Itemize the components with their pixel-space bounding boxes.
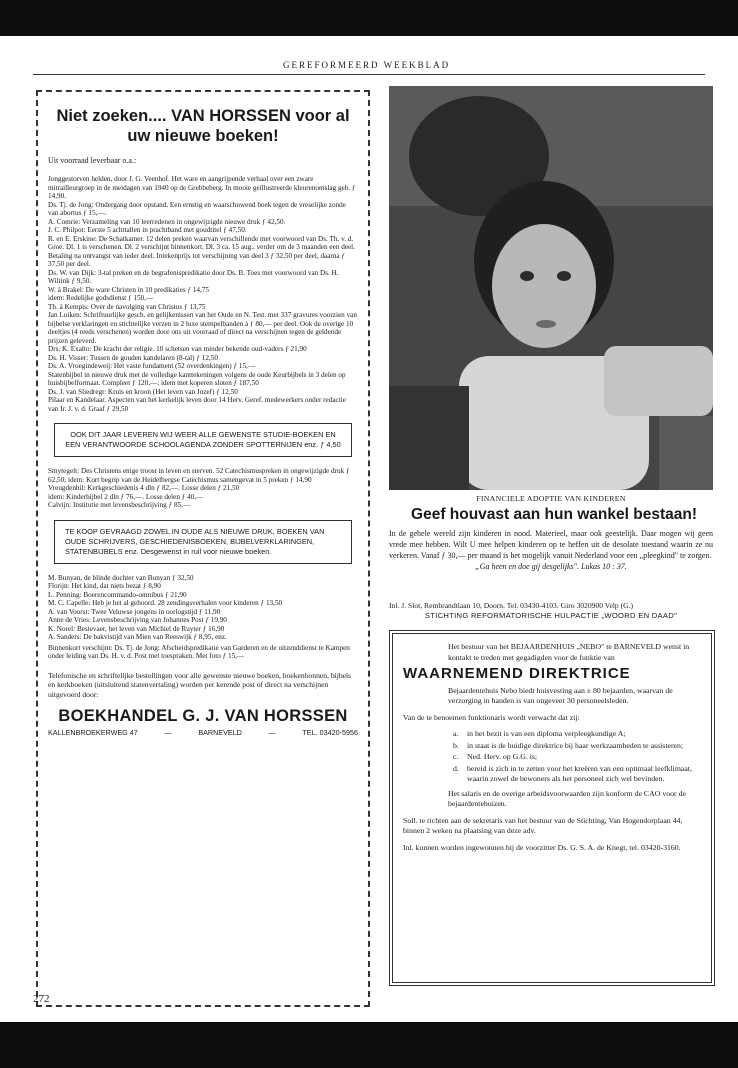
address-city: BARNEVELD bbox=[198, 728, 242, 737]
upcoming-release: Binnenkort verschijnt: Ds. Tj. de Jong: Afscheidspredikatie van Garderen en de uitzenddienst te Kampen onder leiding van Ds. H. v. d. Post met toespraken. Met foto ƒ 15,— bbox=[48, 643, 350, 660]
list-item: Ds. W. van Dijk: 3-tal preken en de begrafenispredikatie door Ds. B. Toes met voorwoord van Ds. H. Wiltink ƒ 9,50. bbox=[48, 268, 339, 285]
adoption-contact bbox=[389, 601, 713, 621]
list-text: in staat is de huidige direktrice bij haar werkzaamheden te assisteren; bbox=[467, 740, 684, 750]
application-text: Soll. te richten aan de sekretaris van het bestuur van de Stichting, Van Hogendorplaan 44, binnen 2 weken na plaatsing van deze adv. bbox=[403, 815, 683, 835]
list-item: Ds. A. Vroegindeweij: Het vaste fundament (52 overdenkingen) ƒ 15,— bbox=[48, 362, 256, 370]
list-item: J. C. Philpot: Eerste 5 achttallen in prachtband met goudtitel ƒ 47,50. bbox=[48, 226, 247, 234]
job-title: WAARNEMEND DIREKTRICE bbox=[403, 665, 631, 682]
bookshop-advertisement bbox=[36, 90, 370, 1007]
list-item: Jan Luiken: Schriftuurlijke gesch. en gelijkenissen van het Oude en N. Test. met 337 gravures voorzien van bijbelse verklaringen en stichtelijke verzen in 2 luxe stempelbanden à ƒ 80,— per deel. Ook de overige 10 deeltjes (4 reeds verschenen) worden door ons uit voorraad of direct na verschijnen tegen de geldende prijzen geleverd. bbox=[48, 311, 357, 345]
list-item: Vreugdenhil: Kerkgeschiedenis 4 dln ƒ 82,—. Losse delen ƒ 21,50 bbox=[48, 484, 240, 492]
book-list bbox=[48, 175, 358, 413]
list-item bbox=[453, 741, 701, 752]
list-item: M. Bunyan, de blinde dochter van Bunyan ƒ 32,50 bbox=[48, 573, 194, 582]
ordering-info: Telefonische en schriftelijke bestellingen voor alle gewenste nieuwe boeken, boekenbonnen, bijbels en kerkboeken (uitsluitend statenvertaling) worden per kerende post of direct na verschijnen uitgevoerd door: bbox=[48, 670, 352, 699]
list-item: Calvijn: Institutie met levensbeschrijving ƒ 85,— bbox=[48, 501, 191, 509]
list-letter: b. bbox=[453, 740, 459, 750]
list-item: A. Comrie: Verzameling van 10 leerredenen in ongewijzigde nieuwe druk ƒ 42,50. bbox=[48, 217, 286, 226]
scan-bottom-bar bbox=[0, 1022, 738, 1068]
list-text: Ned. Herv. op G.G. is; bbox=[467, 752, 538, 761]
header-rule bbox=[33, 74, 705, 75]
job-description: Bejaardentehuis Nebo biedt huisvesting aan ± 80 bejaarden, waarvan de verzorging in handen is van ongeveer 30 personeelsleden. bbox=[448, 685, 673, 705]
wanted-books-box: TE KOOP GEVRAAGD ZOWEL IN OUDE ALS NIEUWE DRUK, BOEKEN VAN OUDE SCHRIJVERS, GESCHIEDENISBOEKEN, BIJBELVERKLARINGEN, STATENBIJBELS enz. Desgewenst in ruil voor nieuwe boeken. bbox=[54, 520, 352, 564]
list-text: in het bezit is van een diploma verpleegkundige A; bbox=[467, 729, 626, 738]
photo-caption: FINANCIELE ADOPTIE VAN KINDEREN bbox=[476, 494, 626, 503]
list-letter: d. bbox=[453, 763, 459, 773]
list-item: Statenbijbel in nieuwe druk met de volledige kanttekeningen volgens de oude Keurbijbels in 3 delen op huisbijbelformaat. Compleet ƒ 120,—; idem met koperen sloten ƒ 187,50 bbox=[48, 370, 346, 387]
list-item: Th. à Kempis: Over de navolging van Christus ƒ 13,75 bbox=[48, 302, 206, 311]
book-list-3 bbox=[48, 574, 358, 642]
shop-name: BOEKHANDEL G. J. VAN HORSSEN bbox=[58, 707, 348, 725]
list-item: Smytegelt: Des Christens enige troost in leven en sterven. 52 Catechismuspreken in ongewijzigde druk ƒ 62,50; idem: Kort begrip van de Heidelbergse Catechismus samengevat in 5 preken ƒ 14,90 bbox=[48, 467, 350, 484]
scan-top-bar bbox=[0, 0, 738, 36]
stock-intro: Uit voorraad leverbaar o.a.: bbox=[48, 156, 137, 165]
list-item: Florijn: Het kind, dat niets bezat ƒ 8,90 bbox=[48, 582, 161, 590]
list-letter: a. bbox=[453, 729, 459, 738]
page-header: GEREFORMEERD WEEKBLAD bbox=[283, 60, 451, 70]
list-item: Anne de Vries: Levensbeschrijving van Johannes Post ƒ 19,90 bbox=[48, 616, 227, 624]
bible-quote: „Ga heen en doe gij desgelijks". Lukas 10 : 37. bbox=[475, 562, 627, 571]
adoption-appeal bbox=[389, 528, 713, 572]
job-advertisement bbox=[389, 630, 715, 986]
appeal-text: In de gehele wereld zijn kinderen in nood. Materieel, maar ook geestelijk. Daar mogen wij geen vrede mee hebben. Wilt U mee helpen kinderen op te heffen uit de desolate toestand waarin ze nu verkeren. Vanaf ƒ 30,— per maand is het mogelijk vanuit Nederland voor een „pleegkind" te zorgen. bbox=[389, 529, 713, 560]
photo-illustration bbox=[389, 86, 713, 490]
shop-address bbox=[48, 728, 358, 737]
list-item: Ds. J. van Sliedregt: Kruis en kroon (Het leven van Jozef) ƒ 12,50 bbox=[48, 387, 238, 396]
address-phone: TEL. 03420-5956 bbox=[302, 728, 358, 737]
list-item: Ds. H. Visser: Tussen de gouden kandelaren (8-tal) ƒ 12,50 bbox=[48, 353, 218, 362]
list-item bbox=[453, 729, 701, 740]
bookshop-title: Niet zoeken.... VAN HORSSEN voor al uw nieuwe boeken! bbox=[56, 107, 350, 145]
address-separator: — bbox=[164, 728, 172, 737]
contact-line: Inl. J. Slot, Rembrandtlaan 10, Doorn. Tel. 03430-4103. Giro 3020900 Velp (G.) bbox=[389, 601, 634, 610]
book-list-2 bbox=[48, 467, 358, 510]
list-item: R. en E. Erskine: De Schatkamer. 12 delen preken waarvan verschillende met voorwoord van Ds. Th. v. d. Groe. Dl. 1 is verschenen. Dl. 2 verschijnt binnenkort. Dl. 3 ca. 15 aug., verder om de 3 maanden een deel. Betaling na ontvangst van ieder deel. Intekenprijs tot verschijning van deel 3 ƒ 32,50 per deel, daarna ƒ 37,50 per deel. bbox=[48, 234, 355, 268]
list-item: Ds. Tj. de Jong: Ondergang door opstand. Een ernstig en waarschuwend boek tegen de vreselijke zonde van abortus ƒ 15,—. bbox=[48, 200, 346, 217]
list-item: Jonggestorven helden, door J. G. Veenhof. Het ware en aangrijpende verhaal over een zware mitrailleurgroep in de meidagen van 1940 op de Grebbeberg. In mooie geïllustreerde kleurenomslag geb. ƒ 14,90. bbox=[48, 175, 356, 200]
list-item: K. Norel: Bestevaer, het leven van Michiel de Ruyter ƒ 16,90 bbox=[48, 624, 225, 633]
list-letter: c. bbox=[453, 752, 459, 761]
adoption-slogan: Geef houvast aan hun wankel bestaan! bbox=[411, 506, 697, 523]
list-item: Pilaar en Kandelaar. Aspecten van het kerkelijk leven door 14 Herv. Geref. medewerkers onder redactie van Ir. J. v. d. Graaf ƒ 29,50 bbox=[48, 396, 346, 413]
address-separator: — bbox=[268, 728, 276, 737]
requirements-list bbox=[403, 729, 701, 785]
list-item: idem: Kinderbijbel 2 dln ƒ 76,—. Losse delen ƒ 40,— bbox=[48, 492, 204, 501]
list-item: A. Sanders: De bakvistijd van Mien van Reeswijk ƒ 8,95, enz. bbox=[48, 633, 227, 641]
list-item: Drs. K. Exalto: De kracht der religie. 10 schetsen van minder bekende oud-vaders ƒ 21,90 bbox=[48, 345, 307, 353]
salary-text: Het salaris en de overige arbeidsvoorwaarden zijn konform de CAO voor de bejaardentehuizen. bbox=[448, 788, 686, 808]
list-text: bereid is zich in te zetten voor het kreëren van een optimaal leefklimaat, waarin zowel de bewoners als het personeel zich wel bevinden. bbox=[467, 763, 692, 783]
child-photo bbox=[389, 86, 713, 490]
list-item: idem: Redelijke godsdienst ƒ 150,— bbox=[48, 294, 154, 302]
list-item: A. van Voorst: Twee Veluwse jongens in oorlogstijd ƒ 11,90 bbox=[48, 607, 221, 616]
list-item: L. Penning: Boerencommando-omnibus ƒ 21,90 bbox=[48, 590, 187, 599]
job-intro: Het bestuur van het BEJAARDENHUIS „NEBO" te BARNEVELD wenst in kontakt te treden met gegadigden voor de funktie van bbox=[448, 642, 690, 662]
list-item: M. C. Capelle: Heb je het al gehoord. 28 zendingsverhalen voor kinderen ƒ 13,50 bbox=[48, 599, 283, 607]
page-number: 272 bbox=[33, 993, 50, 1005]
study-books-box: OOK DIT JAAR LEVEREN WIJ WEER ALLE GEWENSTE STUDIE-BOEKEN EN EEN VERANTWOORDE SCHOOLAGENDA ZONDER SPOTTERNIJEN enz. ƒ 4,50 bbox=[54, 423, 352, 457]
list-item bbox=[453, 764, 701, 785]
requirements-intro: Van de te benoemen funktionaris wordt verwacht dat zij: bbox=[403, 712, 580, 722]
organisation-name: STICHTING REFORMATORISCHE HULPACTIE „WOORD EN DAAD" bbox=[424, 611, 678, 620]
list-item: W. à Brakel: De ware Christen in 10 predikaties ƒ 14,75 bbox=[48, 285, 210, 294]
info-text: Inl. kunnen worden ingewonnen bij de voorzitter Ds. G. S. A. de Knegt, tel. 03420-3160. bbox=[403, 842, 681, 852]
list-item bbox=[453, 752, 701, 763]
address-street: KALLENBROEKERWEG 47 bbox=[48, 728, 138, 737]
